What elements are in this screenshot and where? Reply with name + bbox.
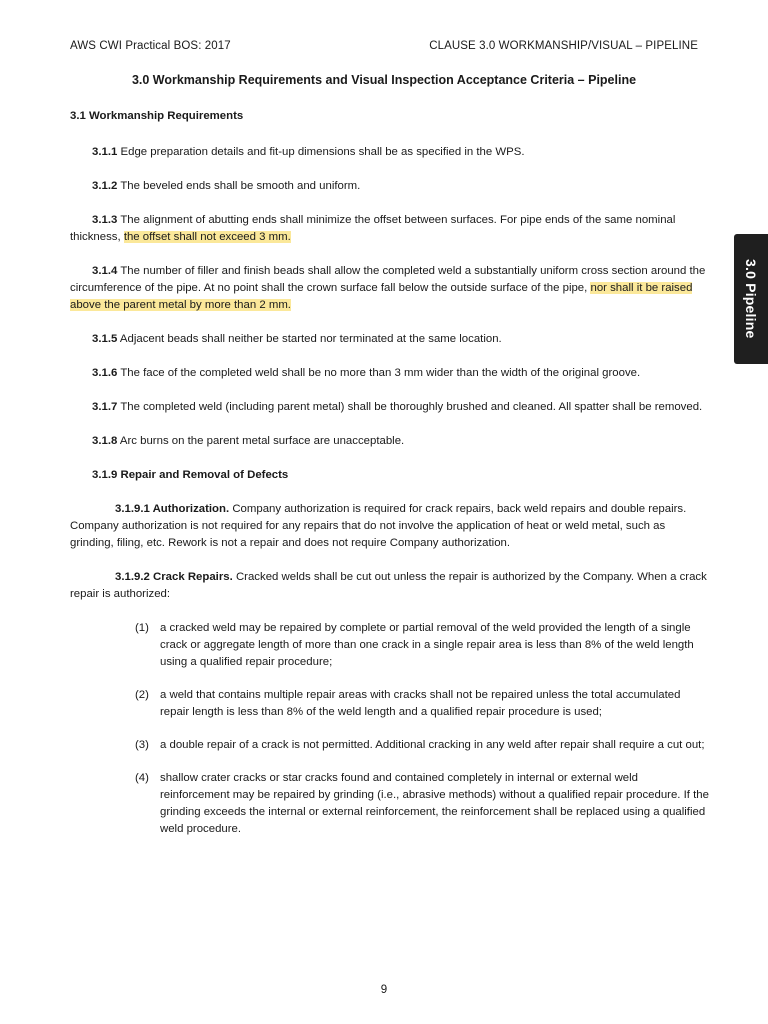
clause-number: 3.1.2 <box>92 180 118 192</box>
clause-3-1-8 <box>70 433 710 450</box>
clause-number: 3.1.3 <box>92 214 118 226</box>
clause-3-1-9-heading <box>70 467 710 484</box>
clause-label: 3.1.9.2 Crack Repairs. <box>115 571 233 583</box>
clause-label: 3.1.9.1 Authorization. <box>115 503 230 515</box>
highlighted-text: nor shall it be raised above the parent metal by more than 2 mm. <box>70 282 693 311</box>
list-item-text: a weld that contains multiple repair areas with cracks shall not be repaired unless the total accumulated repair length is less than 8% of the weld length and a qualified repair procedure is used; <box>160 689 681 718</box>
clause-text: The face of the completed weld shall be no more than 3 mm wider than the width of the original groove. <box>120 367 641 379</box>
clause-text: The beveled ends shall be smooth and uniform. <box>120 180 361 192</box>
clause-3-1-7 <box>70 399 710 416</box>
clause-3-1-6 <box>70 365 710 382</box>
list-item <box>135 687 710 721</box>
list-item-text: a double repair of a crack is not permitted. Additional cracking in any weld after repair shall require a cut out; <box>160 739 705 751</box>
list-item-text: a cracked weld may be repaired by complete or partial removal of the weld provided the length of a single crack or aggregate length of more than one crack in a single repair area is less than 8% of the weld length using a qualified repair procedure; <box>160 622 694 668</box>
document-body <box>70 108 710 854</box>
clause-text: The number of filler and finish beads shall allow the completed weld a substantially uniform cross section around the circumference of the pipe. At no point shall the crown surface fall below the outside surface of the pipe, <box>70 265 706 294</box>
list-item-text: shallow crater cracks or star cracks found and contained completely in internal or external weld reinforcement may be repaired by grinding (i.e., abrasive methods) without a qualified repair procedure. If the grinding exceeds the internal or external reinforcement, the reinforcement shall be replaced using a qualified weld procedure. <box>160 772 709 835</box>
clause-text: The alignment of abutting ends shall minimize the offset between surfaces. For pipe ends of the same nominal thickness, <box>70 214 676 243</box>
crack-repair-list <box>135 620 710 838</box>
clause-number: 3.1.4 <box>92 265 118 277</box>
running-header-right: CLAUSE 3.0 WORKMANSHIP/VISUAL – PIPELINE <box>429 40 698 52</box>
list-marker: (1) <box>135 622 149 634</box>
clause-text: The completed weld (including parent metal) shall be thoroughly brushed and cleaned. All spatter shall be removed. <box>120 401 703 413</box>
clause-3-1-2 <box>70 178 710 195</box>
clause-3-1-4 <box>70 263 710 314</box>
running-header-left: AWS CWI Practical BOS: 2017 <box>70 40 231 52</box>
clause-number: 3.1.7 <box>92 401 118 413</box>
subsection-heading: 3.1.9 Repair and Removal of Defects <box>92 469 289 481</box>
clause-3-1-9-1 <box>70 501 710 552</box>
page-number: 9 <box>380 984 388 996</box>
clause-number: 3.1.6 <box>92 367 118 379</box>
list-item <box>135 620 710 671</box>
list-item <box>135 737 710 754</box>
list-marker: (3) <box>135 739 149 751</box>
list-marker: (4) <box>135 772 149 784</box>
list-item <box>135 770 710 838</box>
clause-text: Adjacent beads shall neither be started nor terminated at the same location. <box>119 333 502 345</box>
clause-text: Cracked welds shall be cut out unless the repair is authorized by the Company. When a crack repair is authorized: <box>70 571 707 600</box>
page-title: 3.0 Workmanship Requirements and Visual Inspection Acceptance Criteria – Pipeline <box>131 73 637 87</box>
clause-text: Edge preparation details and fit-up dimensions shall be as specified in the WPS. <box>120 146 525 158</box>
highlighted-text: the offset shall not exceed 3 mm. <box>123 231 291 243</box>
clause-3-1-1 <box>70 144 710 161</box>
section-tab <box>734 234 768 364</box>
clause-text: Company authorization is required for crack repairs, back weld repairs and double repairs. Company authorization is not required for any repairs that do not involve the application of heat or weld metal, such as grinding, filing, etc. Rework is not a repair and does not require Company authorization. <box>70 503 687 549</box>
clause-number: 3.1.8 <box>92 435 118 447</box>
clause-3-1-9-2 <box>70 569 710 603</box>
section-tab-label: 3.0 Pipeline <box>743 259 759 339</box>
list-marker: (2) <box>135 689 149 701</box>
clause-3-1-3 <box>70 212 710 246</box>
clause-3-1-5 <box>70 331 710 348</box>
section-heading: 3.1 Workmanship Requirements <box>70 110 244 122</box>
clause-number: 3.1.1 <box>92 146 118 158</box>
clause-number: 3.1.5 <box>92 333 118 345</box>
clause-text: Arc burns on the parent metal surface are unacceptable. <box>119 435 405 447</box>
